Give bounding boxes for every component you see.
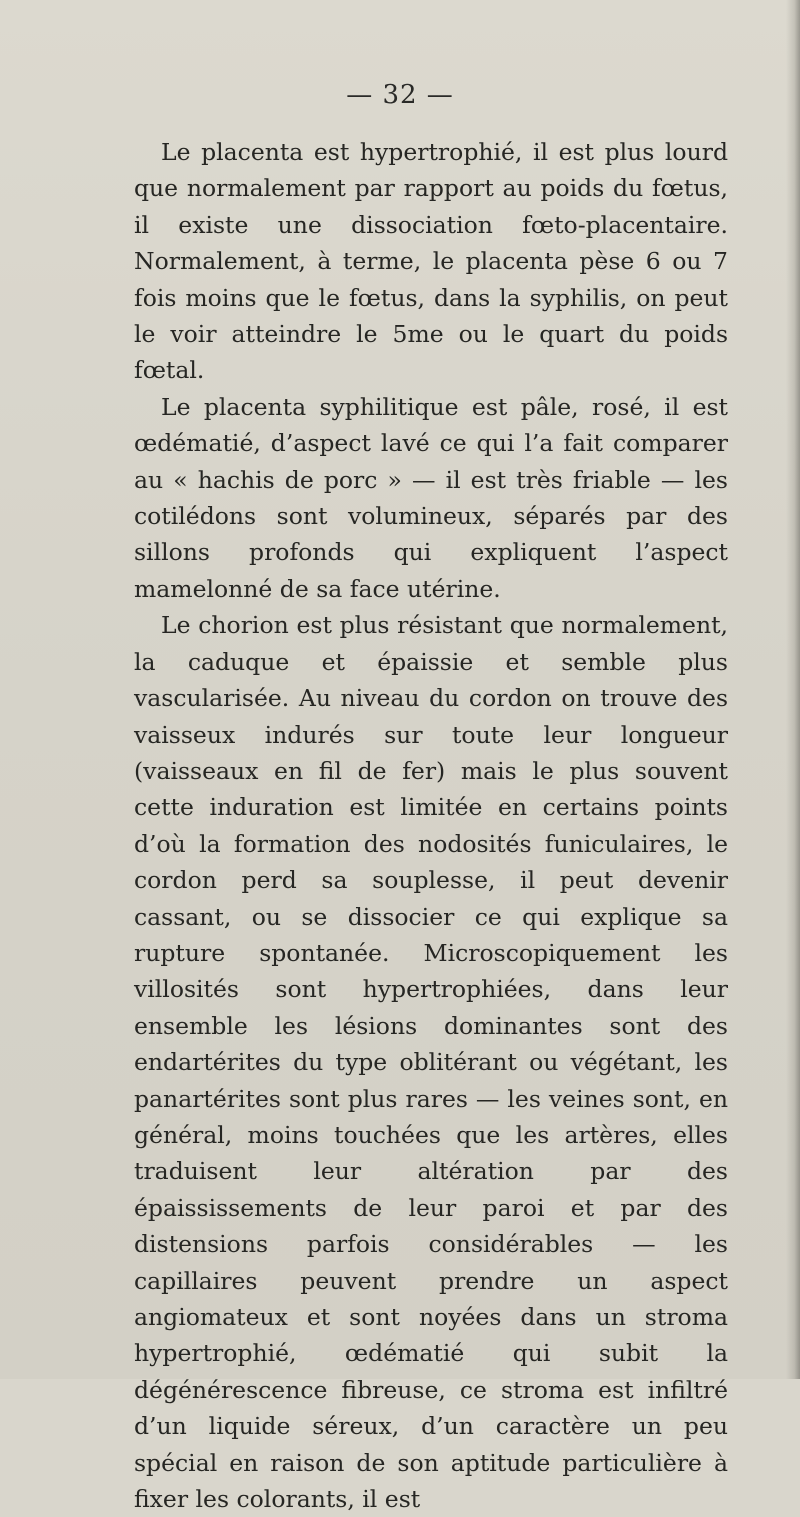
page-edge-shadow — [786, 0, 800, 1379]
paragraph-placenta-aspect: Le placenta syphilitique est pâle, rosé, il est œdématié, d’aspect lavé ce qui l’a fait comparer au « hachis de porc » — il est très friable — les cotilédons sont volumineux, séparés par des sillons profonds qui expliquent l’aspect mamelonné de sa face utérine. — [134, 392, 728, 603]
paragraph-placenta-weight: Le placenta est hypertrophié, il est plus lourd que normalement par rapport au poids du fœtus, il existe une dissociation fœto-placentaire. Normalement, à terme, le placenta pèse 6 ou 7 fois moins que le fœtus, dans la syphilis, on peut le voir atteindre le 5me ou le quart du poids fœtal. — [134, 138, 728, 385]
page-number: — 32 — — [346, 80, 454, 110]
paragraph-chorion-cord: Le chorion est plus résistant que normalement, la caduque et épaissie et semble plus vascularisée. Au niveau du cordon on trouve des vaisseux indurés sur toute leur longueur (vaisseaux en fil de fer) mais le plus souvent cette induration est limitée en certains points d’où la formation des nodosités funiculaires, le cordon perd sa souplesse, il peut devenir cassant, ou se dissocier ce qui explique sa rupture spontanée. Microscopiquement les villosités sont hypertrophiées, dans leur ensemble les lésions dominantes sont des endartérites du type oblitérant ou végétant, les panartérites sont plus rares — les veines sont, en général, moins touchées que les artères, elles traduisent leur altération par des épaississements de leur paroi et par des distensions parfois considérables — les capillaires peuvent prendre un aspect angiomateux et sont noyées dans un stroma hypertrophié, œdématié qui subit la dégénérescence fibreuse, ce stroma est infiltré d’un liquide séreux, d’un caractère un peu spécial en raison de son aptitude particulière à fixer les colorants, il est — [134, 611, 728, 1514]
body-text — [134, 134, 728, 1517]
